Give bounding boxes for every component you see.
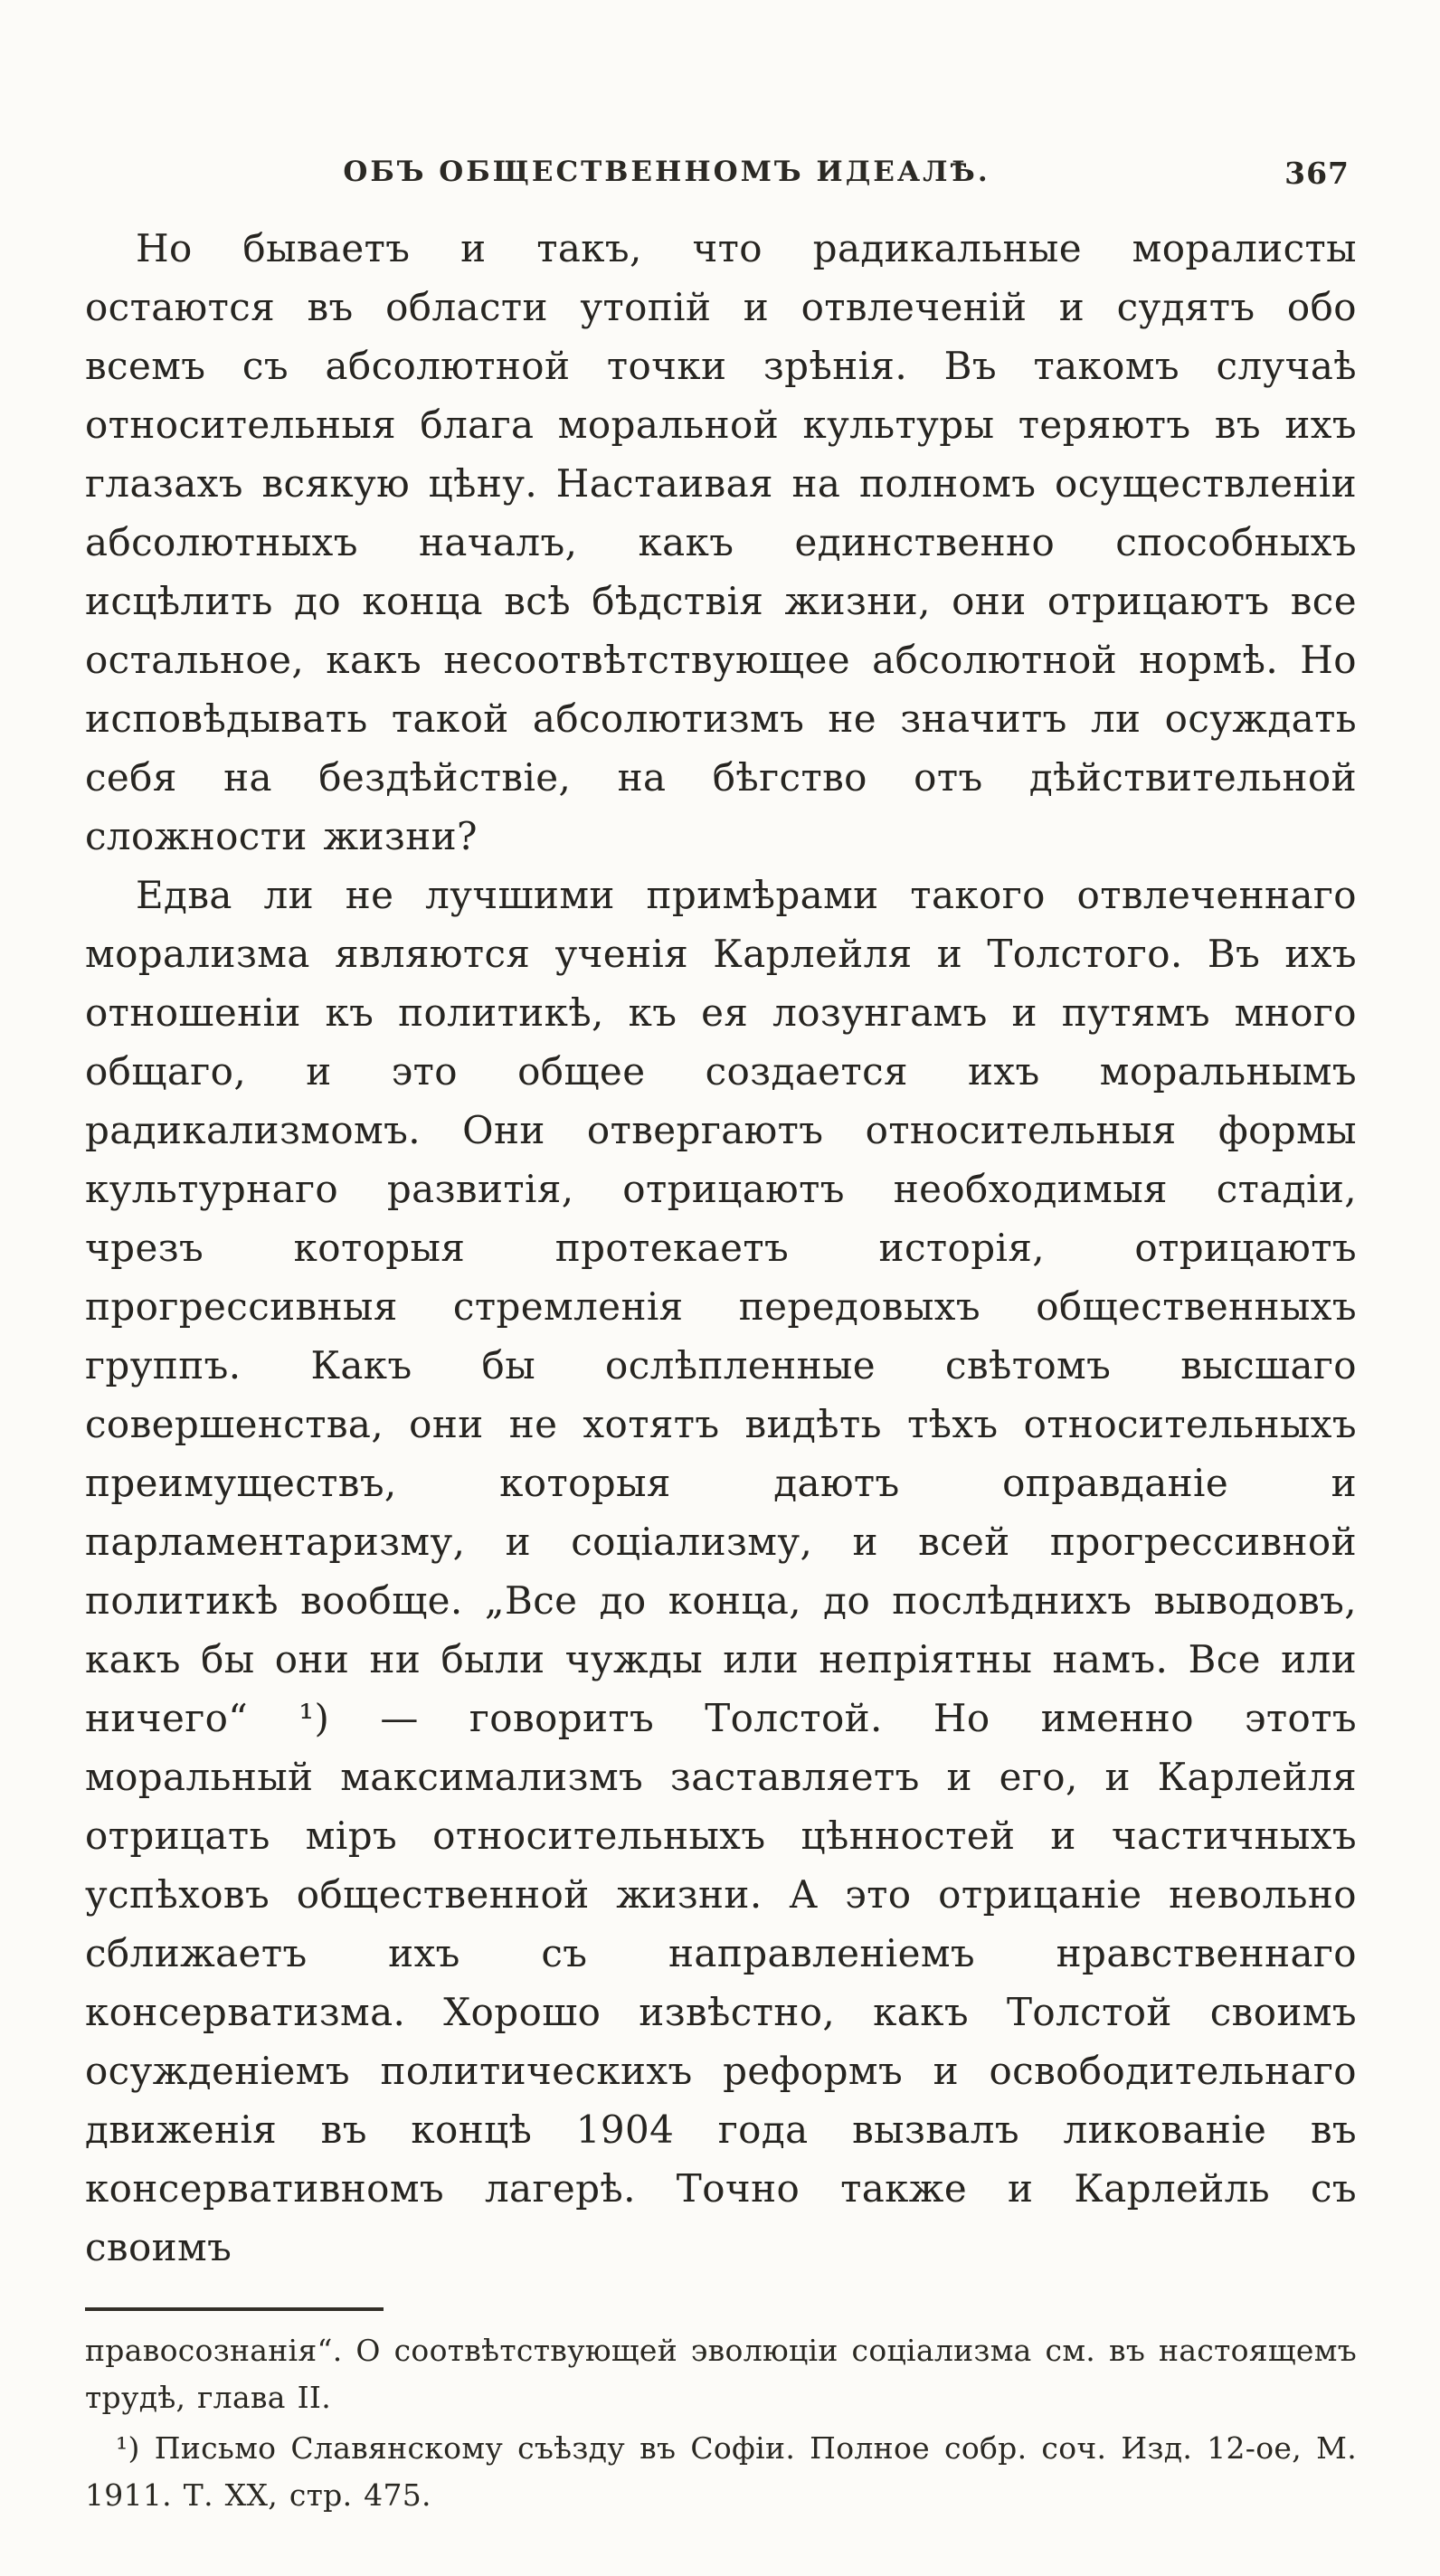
page-header <box>85 156 1357 199</box>
paragraph-1: Но бываетъ и такъ, что радикальные моралисты остаются въ области утопій и отвлеченій и судятъ обо всемъ съ абсолютной точки зрѣнія. Въ такомъ случаѣ относительныя блага моральной культуры теряютъ въ ихъ глазахъ всякую цѣну. Настаивая на полномъ осуществленіи абсолютныхъ началъ, какъ единственно способныхъ исцѣлить до конца всѣ бѣдствія жизни, они отрицаютъ все остальное, какъ несоотвѣтствующее абсолютной нормѣ. Но исповѣдывать такой абсолютизмъ не значитъ ли осуждать себя на бездѣйствіе, на бѣгство отъ дѣйствительной сложности жизни? <box>85 226 1357 858</box>
running-title: ОБЪ ОБЩЕСТВЕННОМЪ ИДЕАЛѢ. <box>343 156 990 188</box>
footnote-continuation: правосознанія“. О соотвѣтствующей эволюціи соціализма см. въ настоящемъ трудѣ, глава II. <box>85 2333 1357 2415</box>
footnote-separator <box>85 2307 384 2311</box>
page-number: 367 <box>1284 156 1350 191</box>
paragraph-2: Едва ли не лучшими примѣрами такого отвлеченнаго морализма являются ученія Карлейля и Толстого. Въ ихъ отношеніи къ политикѣ, къ ея лозунгамъ и путямъ много общаго, и это общее создается ихъ моральнымъ радикализмомъ. Они отвергаютъ относительныя формы культурнаго развитія, отрицаютъ необходимыя стадіи, чрезъ которыя протекаетъ исторія, отрицаютъ прогрессивныя стремленія передовыхъ общественныхъ группъ. Какъ бы ослѣпленные свѣтомъ высшаго совершенства, они не хотятъ видѣть тѣхъ относительныхъ преимуществъ, которыя даютъ оправданіе и парламентаризму, и соціализму, и всей прогрессивной политикѣ вообще. „Все до конца, до послѣднихъ выводовъ, какъ бы они ни были чужды или непріятны намъ. Все или ничего“ ¹) — говоритъ Толстой. Но именно этотъ моральный максимализмъ заставляетъ и его, и Карлейля отрицать міръ относительныхъ цѣнностей и частичныхъ успѣховъ общественной жизни. А это отрицаніе невольно сближаетъ ихъ съ направленіемъ нравственнаго консерватизма. Хорошо извѣстно, какъ Толстой своимъ осужденіемъ политическихъ реформъ и освободительнаго движенія въ концѣ 1904 года вызвалъ ликованіе въ консервативномъ лагерѣ. Точно также и Карлейль съ своимъ <box>85 873 1357 2269</box>
footnotes <box>85 2327 1357 2519</box>
page-body <box>85 219 1357 2277</box>
footnote-1: ¹) Письмо Славянскому съѣзду въ Софіи. Полное собр. соч. Изд. 12-ое, М. 1911. Т. XX, стр. 475. <box>85 2430 1357 2513</box>
